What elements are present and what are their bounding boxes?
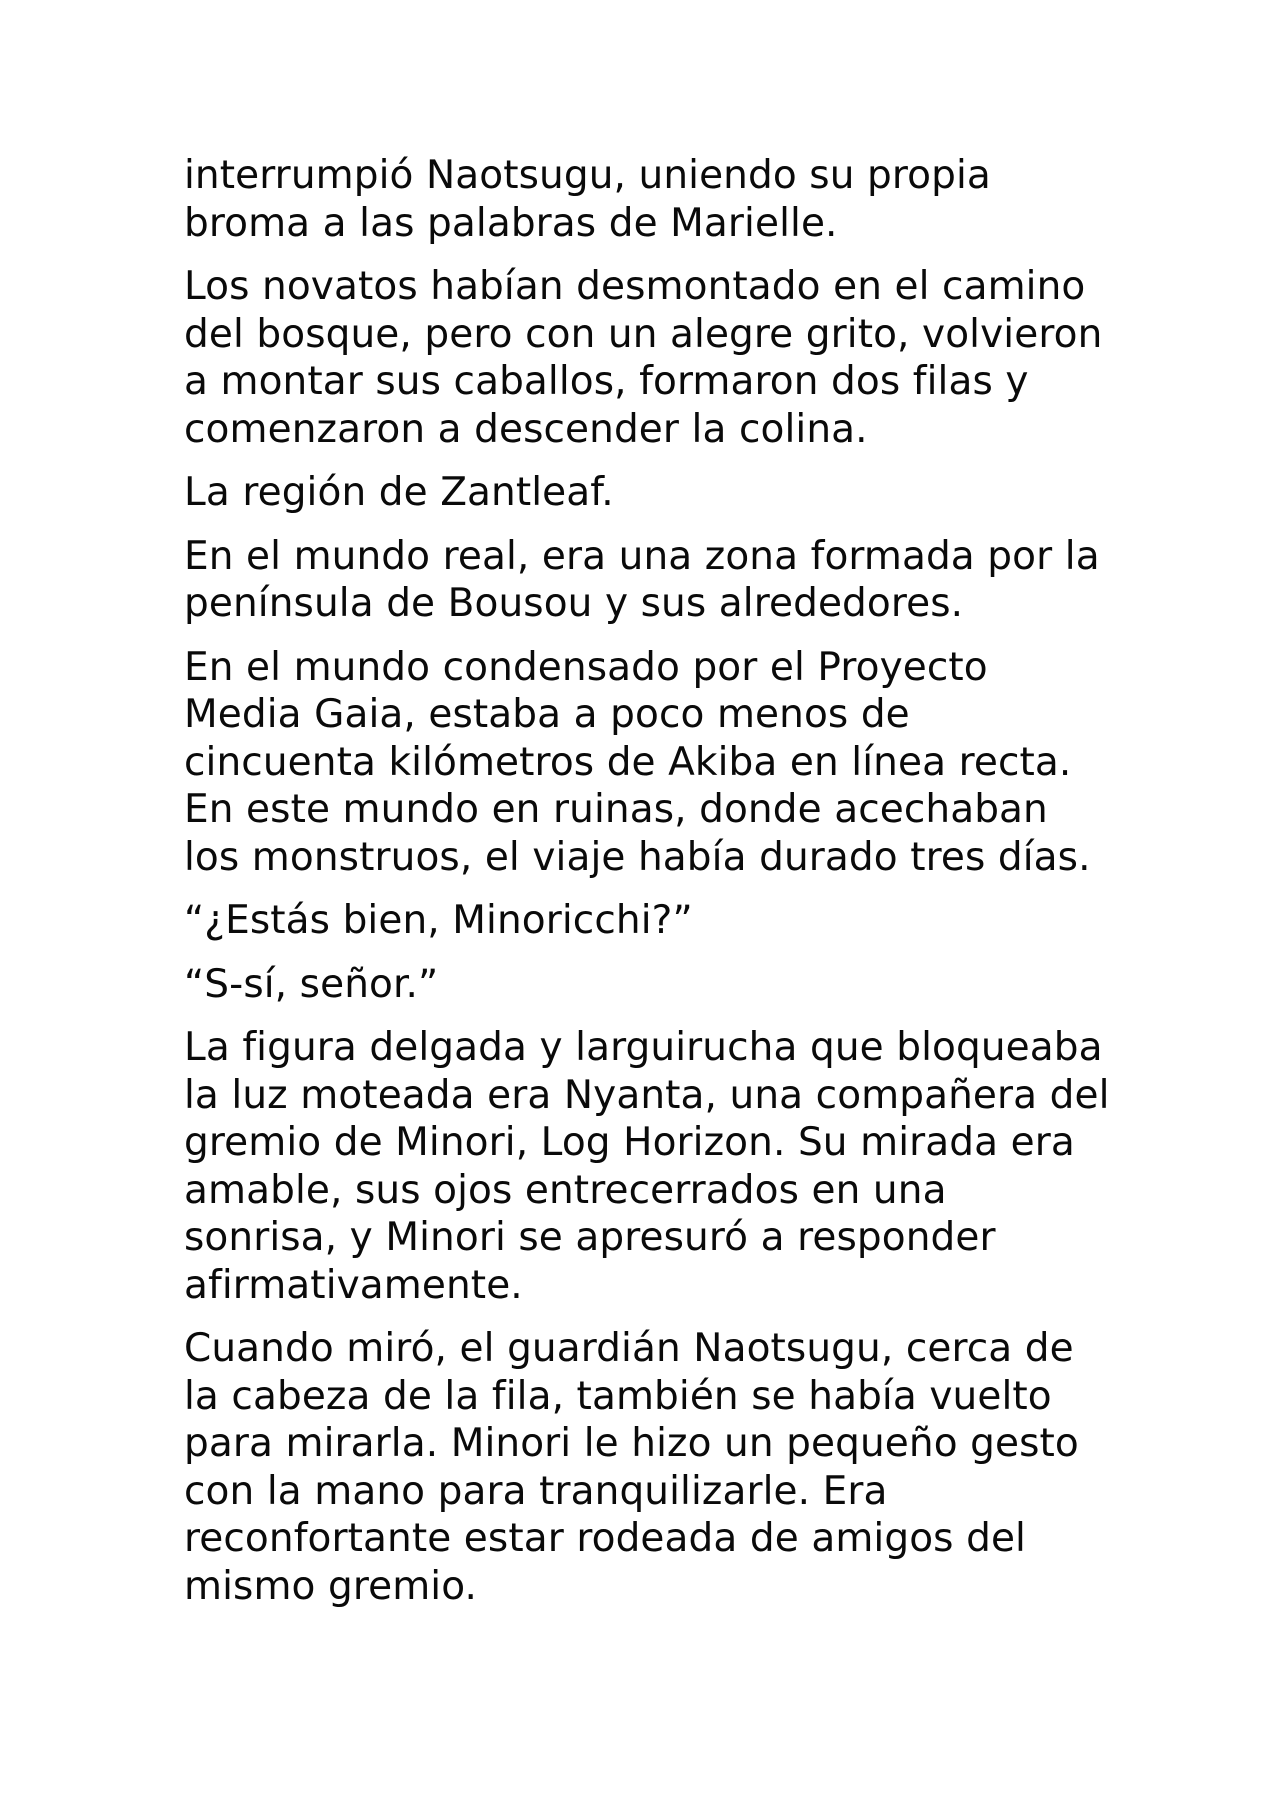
dialogue-line: “S-sí, señor.” [184,961,439,1007]
paragraph: Cuando miró, el guardián Naotsugu, cerca de la cabeza de la fila, también se había vuelto para mirarla. Minori le hizo un pequeño gesto con la mano para tranquilizarle. Era reconfortante estar rodeada de amigos del mismo gremio. [184,1326,1079,1609]
paragraph: La región de Zantleaf. [184,470,614,515]
paragraph: interrumpió Naotsugu, uniendo su propia broma a las palabras de Marielle. [184,153,991,246]
dialogue-line: “¿Estás bien, Minoricchi?” [184,898,693,943]
paragraph: Los novatos habían desmontado en el camino del bosque, pero con un alegre grito, volvieron a montar sus caballos, formaron dos filas y comenzaron a descender la colina. [184,264,1103,452]
paragraph: En el mundo condensado por el Proyecto Media Gaia, estaba a poco menos de cincuenta kilómetros de Akiba en línea recta. En este mundo en ruinas, donde acechaban los monstruos, el viaje había durado tres días. [184,644,1091,880]
paragraph: La figura delgada y larguirucha que bloqueaba la luz moteada era Nyanta, una compañera del gremio de Minori, Log Horizon. Su mirada era amable, sus ojos entrecerrados en una sonrisa, y Minori se apresuró a responder afirmativamente. [184,1025,1110,1308]
paragraph: En el mundo real, era una zona formada por la península de Bousou y sus alrededores. [184,533,1100,626]
body-text [184,152,1124,1626]
